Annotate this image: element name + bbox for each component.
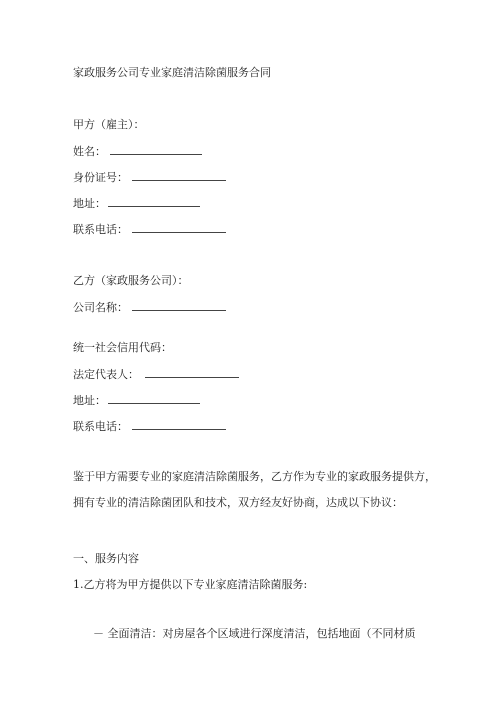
- party-a-name-label: 姓名：: [73, 145, 106, 158]
- party-b-heading: 乙方（家政服务公司）：: [73, 274, 189, 287]
- party-b-address-blank: [108, 393, 200, 404]
- party-b-credit-code-label: 统一社会信用代码：: [73, 341, 172, 354]
- party-b-company-blank: [132, 300, 226, 311]
- contract-title: 家政服务公司专业家庭清洁除菌服务合同: [73, 66, 271, 79]
- party-a-address-label: 地址：: [73, 197, 106, 210]
- party-a-phone-label: 联系电话：: [73, 223, 128, 236]
- party-a-id-row: [73, 170, 226, 185]
- preamble-line-2: 拥有专业的清洁除菌团队和技术，双方经友好协商，达成以下协议：: [73, 496, 403, 509]
- party-b-address-row: [73, 393, 200, 408]
- party-a-address-row: [73, 196, 200, 211]
- section-1-bullet-1: － 全面清洁：对房屋各个区域进行深度清洁，包括地面（不同材质: [93, 627, 416, 640]
- party-a-name-blank: [110, 144, 202, 155]
- party-b-legal-rep-row: [73, 367, 239, 382]
- section-1-heading: 一、服务内容: [73, 552, 139, 565]
- party-b-company-row: [73, 300, 226, 315]
- party-b-legal-rep-blank: [145, 367, 239, 378]
- party-a-heading: 甲方（雇主）：: [73, 118, 145, 131]
- party-b-phone-blank: [132, 419, 226, 430]
- party-a-phone-blank: [132, 222, 226, 233]
- party-b-legal-rep-label: 法定代表人：: [73, 368, 139, 381]
- party-b-phone-row: [73, 419, 226, 434]
- party-a-address-blank: [108, 196, 200, 207]
- party-a-name-row: [73, 144, 202, 159]
- party-b-company-label: 公司名称：: [73, 301, 128, 314]
- party-b-phone-label: 联系电话：: [73, 420, 128, 433]
- preamble-line-1: 鉴于甲方需要专业的家庭清洁除菌服务，乙方作为专业的家政服务提供方，: [73, 470, 436, 483]
- party-a-phone-row: [73, 222, 226, 237]
- party-a-id-label: 身份证号：: [73, 171, 128, 184]
- section-1-item-1: 1.乙方将为甲方提供以下专业家庭清洁除菌服务:: [73, 578, 308, 591]
- party-b-address-label: 地址：: [73, 394, 106, 407]
- party-a-id-blank: [132, 170, 226, 181]
